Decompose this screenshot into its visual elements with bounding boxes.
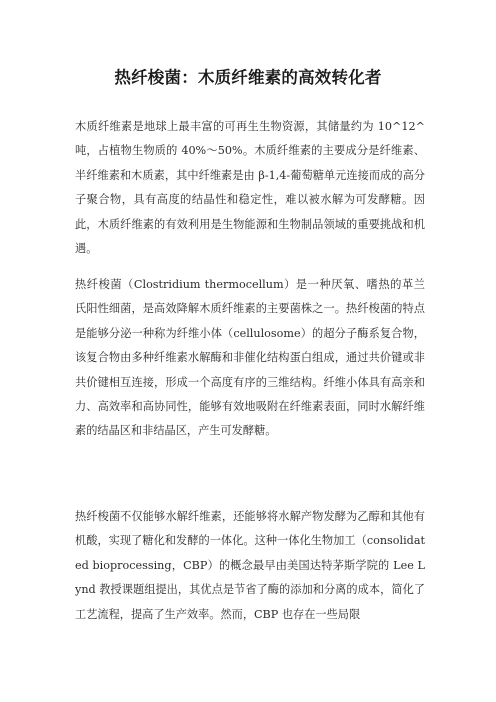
paragraph-3: 热纤梭菌不仅能够水解纤维素，还能够将水解产物发酵为乙醇和其他有机酸，实现了糖化和发酵的一体化。这种一体化生物加工（consolidated bioprocessing，CBP）的概念最早由美国达特茅斯学院的 Lee Lynd 教授课题组提出，其优点是节省了酶的添加和分离的成本，简化了工艺流程，提高了生产效率。然而，CBP 也存在一些局限	[75, 510, 425, 621]
paragraph-2: 热纤梭菌（Clostridium thermocellum）是一种厌氧、嗜热的革兰氏阳性细菌，是高效降解木质纤维素的主要菌株之一。热纤梭菌的特点是能够分泌一种称为纤维小体（cellulosome）的超分子酶系复合物，该复合物由多种纤维素水解酶和非催化结构蛋白组成，通过共价键或非共价键相互连接，形成一个高度有序的三维结构。纤维小体具有高亲和力、高效率和高协同性，能够有效地吸附在纤维素表面，同时水解纤维素的结晶区和非结晶区，产生可发酵糖。	[75, 278, 425, 438]
document-title: 热纤梭菌：木质纤维素的高效转化者	[114, 68, 382, 87]
paragraph-1: 木质纤维素是地球上最丰富的可再生生物资源，其储量约为 10^12^吨，占植物生物质的 40%～50%。木质纤维素的主要成分是纤维素、半纤维素和木质素，其中纤维素是由 β-1,4-葡萄糖单元连接而成的高分子聚合物，具有高度的结晶性和稳定性，难以被水解为可发酵糖。因此，木质纤维素的有效利用是生物能源和生物制品领域的重要挑战和机遇。	[75, 120, 425, 256]
